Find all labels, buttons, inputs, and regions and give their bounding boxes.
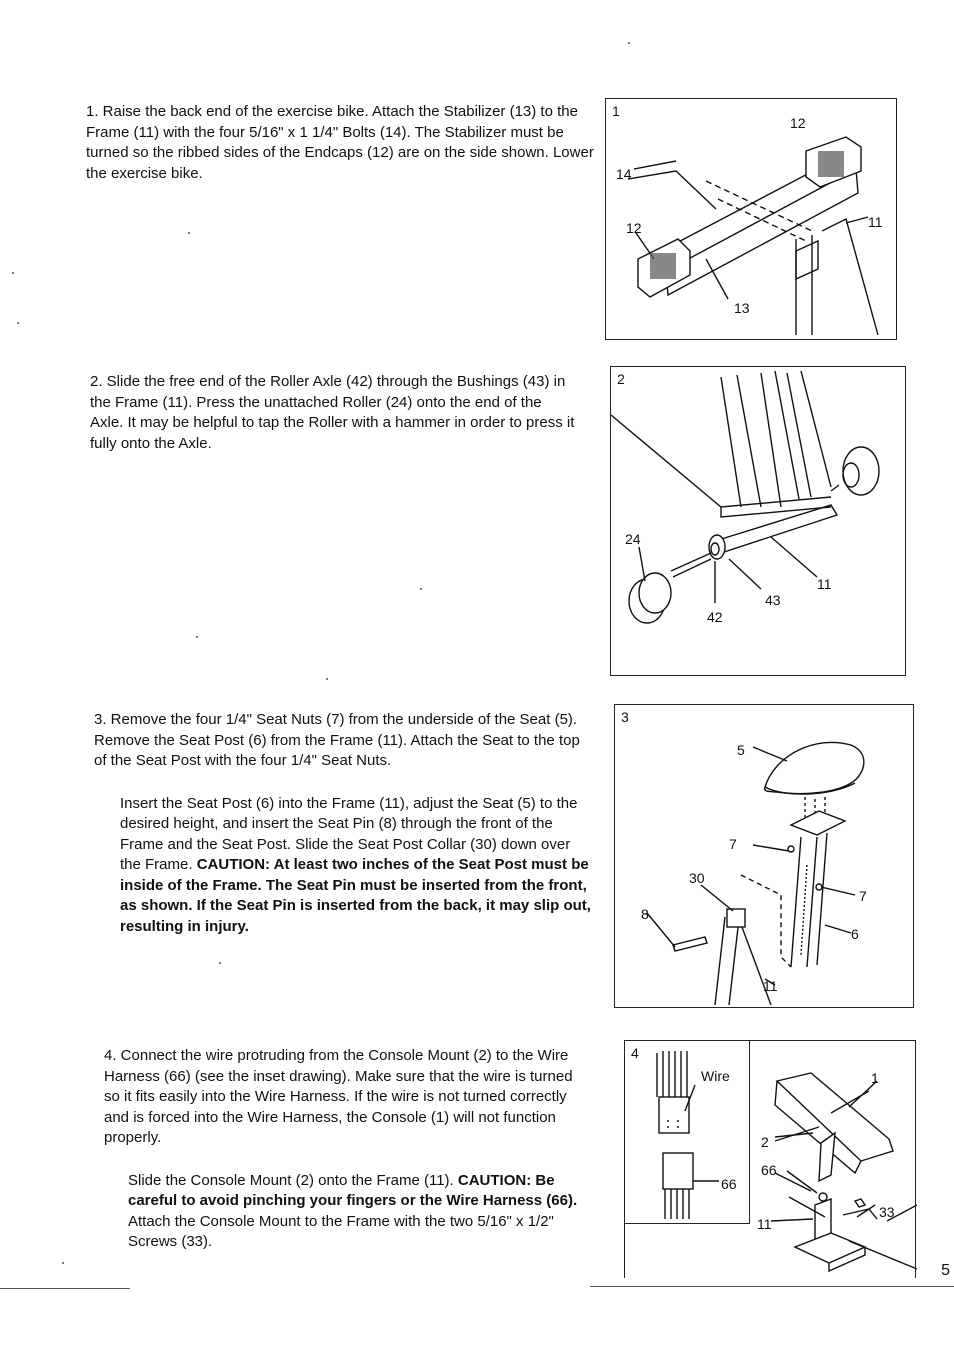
figure-1-label: 14 <box>616 166 632 182</box>
figure-4-label: 2 <box>761 1134 769 1150</box>
figure-3-label: 30 <box>689 870 705 886</box>
figure-3-label: 6 <box>851 926 859 942</box>
figure-1-label: 13 <box>734 300 750 316</box>
step-4-text <box>104 1046 592 1253</box>
scan-speck <box>219 962 221 964</box>
figure-1-drawing <box>606 99 898 341</box>
figure-2-label: 42 <box>707 609 723 625</box>
step-4-instruction-b: Attach the Console Mount to the Frame with the two 5/16" x 1/2" Screws (33). <box>128 1212 554 1250</box>
scan-speck <box>12 272 14 274</box>
figure-2-label: 24 <box>625 531 641 547</box>
step-3-text <box>94 710 594 937</box>
step-3-paragraph: 3. Remove the four 1/4" Seat Nuts (7) from the underside of the Seat (5). Remove the Seat Post (6) from the Frame (11). Attach the Seat to the top of the Seat Post with the four 1/4" Seat Nuts. <box>94 711 580 769</box>
figure-3-label: 7 <box>859 888 867 904</box>
figure-4-label: 33 <box>879 1204 895 1220</box>
figure-4-label: 11 <box>757 1216 772 1232</box>
figure-3-drawing <box>615 705 915 1009</box>
figure-2-drawing <box>611 367 907 677</box>
figure-2-number: 2 <box>617 371 625 387</box>
figure-4 <box>624 1040 916 1278</box>
figure-3-label: 8 <box>641 906 649 922</box>
figure-4-number: 4 <box>631 1045 639 1061</box>
step-2-paragraph: 2. Slide the free end of the Roller Axle (42) through the Bushings (43) in the Frame (11). Press the unattached Roller (24) onto the end of the Axle. It may be helpful to tap the Roller with a hammer in order to press it fully onto the Axle. <box>90 373 575 452</box>
figure-4-label: 66 <box>721 1176 737 1192</box>
bottom-rule <box>0 1288 130 1289</box>
step-4-paragraph: 4. Connect the wire protruding from the Console Mount (2) to the Wire Harness (66) (see the inset drawing). Make sure that the wire is turned so it fits easily into the Wire Harness. If the wire is not turned correctly and is forced into the Wire Harness, the Console (1) will not function properly. <box>104 1047 573 1146</box>
step-3-caution: CAUTION: At least two inches of the Seat Post must be inside of the Frame. The Seat Pin must be inserted from the front, as shown. If the Seat Pin is inserted from the back, it may slip out, resulting in injury. <box>120 856 591 935</box>
figure-1-label: 12 <box>790 115 806 131</box>
bottom-rule <box>590 1286 954 1287</box>
scan-speck <box>62 1262 64 1264</box>
figure-3 <box>614 704 914 1008</box>
step-4-instruction: Slide the Console Mount (2) onto the Frame (11). <box>128 1171 454 1189</box>
step-1-text <box>86 102 606 184</box>
figure-1-label: 11 <box>868 214 883 230</box>
page-number: 5 <box>941 1262 950 1279</box>
figure-4-label: 66 <box>761 1162 777 1178</box>
figure-2 <box>610 366 906 676</box>
scan-speck <box>196 636 198 638</box>
figure-2-label: 43 <box>765 592 781 608</box>
figure-1 <box>605 98 897 340</box>
figure-2-label: 11 <box>817 576 832 592</box>
figure-3-number: 3 <box>621 709 629 725</box>
scan-speck <box>628 42 630 44</box>
step-3-instruction: Insert the Seat Post (6) into the Frame (11), adjust the Seat (5) to the desired height, and insert the Seat Pin (8) through the front of the Frame and the Seat Post. Slide the Seat Post Collar (30) down over the Frame. <box>120 794 578 873</box>
figure-3-label: 11 <box>763 978 778 994</box>
step-2-text <box>90 372 578 454</box>
figure-3-label: 5 <box>737 742 745 758</box>
step-3-paragraph-2 <box>94 794 594 938</box>
figure-4-label-wire: Wire <box>701 1068 730 1084</box>
figure-1-number: 1 <box>612 103 620 119</box>
figure-1-label: 12 <box>626 220 642 236</box>
step-1-paragraph: 1. Raise the back end of the exercise bike. Attach the Stabilizer (13) to the Frame (11) with the four 5/16" x 1 1/4" Bolts (14). The Stabilizer must be turned so the ribbed sides of the Endcaps (12) are on the side shown. Lower the exercise bike. <box>86 103 594 182</box>
step-4-paragraph-2 <box>104 1171 592 1253</box>
figure-3-label: 7 <box>729 836 737 852</box>
scan-speck <box>188 232 190 234</box>
step-4-caution: CAUTION: Be careful to avoid pinching your fingers or the Wire Harness (66). <box>128 1171 578 1209</box>
scan-speck <box>17 322 19 324</box>
scan-speck <box>326 678 328 680</box>
figure-4-label: 1 <box>871 1070 879 1086</box>
scan-speck <box>420 588 422 590</box>
